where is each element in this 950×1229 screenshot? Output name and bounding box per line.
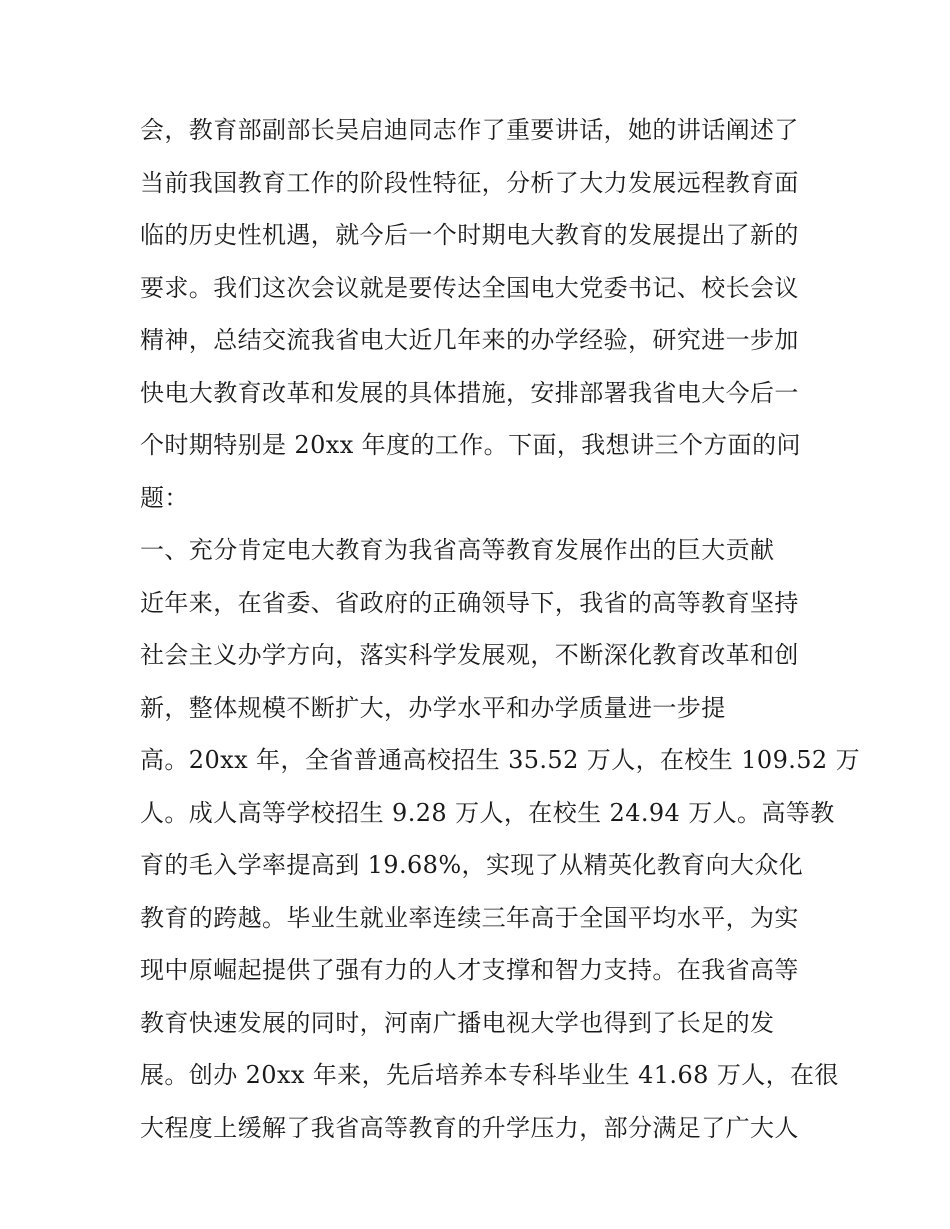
text-line: 会，教育部副部长吴启迪同志作了重要讲话，她的讲话阐述了 [140,116,799,144]
text-line: 教育的跨越。毕业生就业率连续三年高于全国平均水平，为实 [140,903,799,932]
text-line: 要求。我们这次会议就是要传达全国电大党委书记、校长会议 [140,273,799,302]
text-line: 高。20xx 年，全省普通高校招生 35.52 万人，在校生 109.52 万 [140,746,861,774]
text-line: 近年来，在省委、省政府的正确领导下，我省的高等教育坚持 [140,588,799,617]
text-line: 当前我国教育工作的阶段性特征，分析了大力发展远程教育面 [140,168,799,197]
text-line: 教育快速发展的同时，河南广播电视大学也得到了长足的发 [140,1008,775,1037]
text-line: 现中原崛起提供了强有力的人才支撑和智力支持。在我省高等 [140,956,799,984]
text-line: 育的毛入学率提高到 19.68%，实现了从精英化教育向大众化 [140,851,804,879]
section-heading: 一、充分肯定电大教育为我省高等教育发展作出的巨大贡献 [140,536,775,564]
text-line: 新，整体规模不断扩大，办学水平和办学质量进一步提 [140,693,726,722]
text-line: 精神，总结交流我省电大近几年来的办学经验，研究进一步加 [140,326,799,354]
text-line: 临的历史性机遇，就今后一个时期电大教育的发展提出了新的 [140,221,799,249]
document-body [140,104,861,1154]
text-line: 展。创办 20xx 年来，先后培养本专科毕业生 41.68 万人，在很 [140,1061,839,1089]
text-line: 社会主义办学方向，落实科学发展观，不断深化教育改革和创 [140,641,799,669]
text-line: 快电大教育改革和发展的具体措施，安排部署我省电大今后一 [140,378,799,407]
text-line: 题： [140,483,189,512]
text-line: 大程度上缓解了我省高等教育的升学压力，部分满足了广大人 [140,1113,799,1142]
text-line: 人。成人高等学校招生 9.28 万人，在校生 24.94 万人。高等教 [140,798,835,827]
text-line: 个时期特别是 20xx 年度的工作。下面，我想讲三个方面的问 [140,431,801,459]
